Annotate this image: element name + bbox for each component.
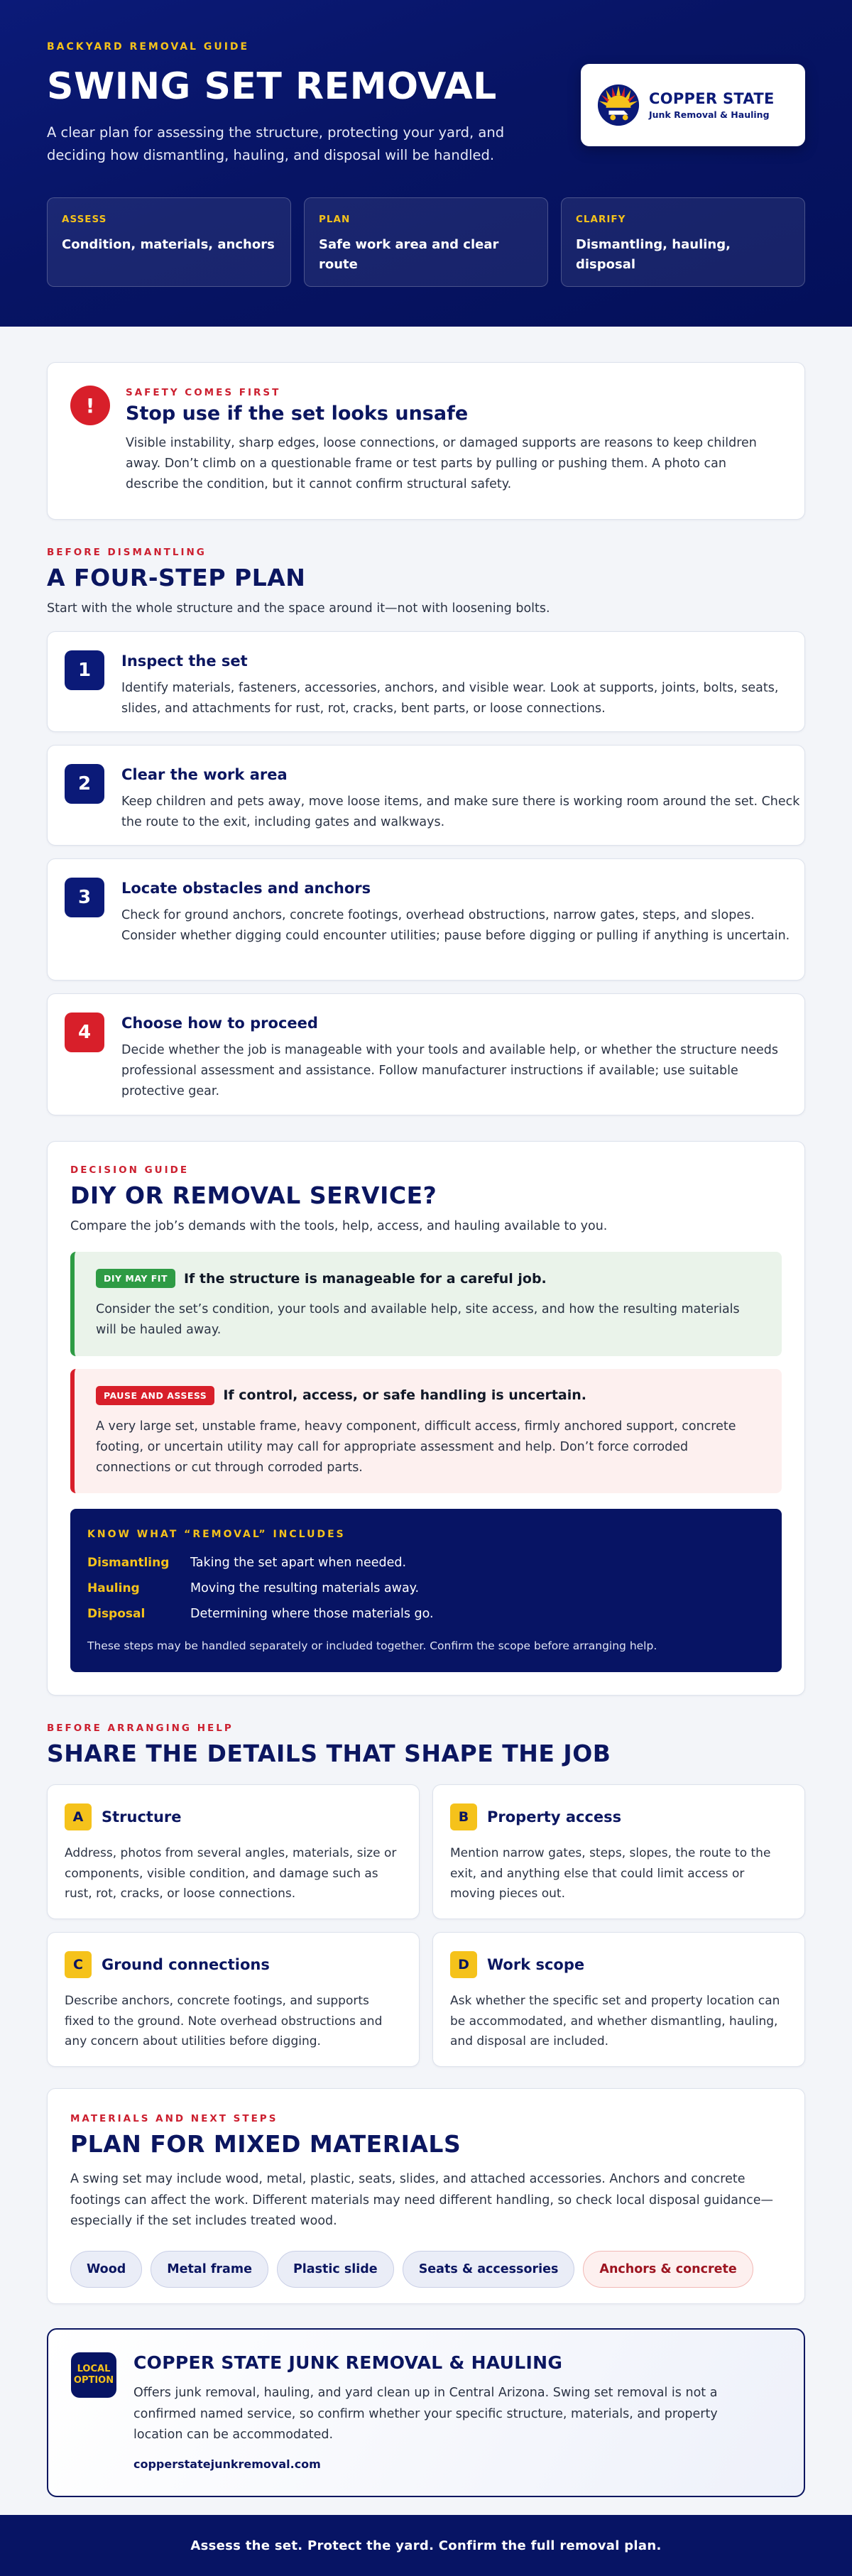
detail-body: Describe anchors, concrete footings, and supports fixed to the ground. Note overhead obstructions and any concern about utilities before digging. [65,1994,383,2049]
includes-definition: Moving the resulting materials away. [190,1581,420,1596]
materials-body: A swing set may include wood, metal, plastic, seats, slides, and attached accessories. Anchors and concrete footings can affect the work. Different materials may need different handling, so check local disposal guidance—especially if the set includes treated wood. [70,2172,774,2229]
detail-body: Ask whether the specific set and property location can be accommodated, and whether dismantling, hauling, and disposal are included. [450,1994,780,2049]
materials-title: PLAN FOR MIXED MATERIALS [70,2130,462,2159]
footer-banner [0,2515,852,2576]
material-chip-warning: Anchors & concrete [583,2251,753,2288]
local-badge-text: LOCAL OPTION [73,2364,114,2386]
step-number: 1 [65,650,104,690]
material-chip: Seats & accessories [403,2251,575,2288]
page-title: SWING SET REMOVAL [47,65,497,108]
includes-row [87,1556,765,1570]
plan-title: A FOUR-STEP PLAN [47,564,306,591]
includes-note: These steps may be handled separately or included together. Confirm the scope before arranging help. [87,1639,657,1653]
includes-definition: Taking the set apart when needed. [190,1556,407,1571]
step-number: 3 [65,878,104,917]
detail-letter: B [450,1803,477,1830]
diy-title: If the structure is manageable for a careful job. [183,1270,547,1287]
includes-eyebrow: KNOW WHAT “REMOVAL” INCLUDES [87,1529,346,1541]
pause-title: If control, access, or safe handling is uncertain. [223,1387,586,1404]
detail-letter: A [65,1803,92,1830]
safety-body: Visible instability, sharp edges, loose connections, or damaged supports are reasons to keep children away. Don’t climb on a questionable frame or test parts by pulling or pushing them. A photo can describe the condition, but it cannot confirm structural safety. [126,436,757,491]
includes-term: Dismantling [87,1556,170,1571]
local-option-badge [71,2352,116,2398]
hero-intro: A clear plan for assessing the structure, protecting your yard, and deciding how dismantling, hauling, and disposal will be handled. [47,124,505,163]
local-title: COPPER STATE JUNK REMOVAL & HAULING [133,2352,563,2374]
safety-kicker: SAFETY COMES FIRST [126,387,281,398]
pause-badge: PAUSE AND ASSESS [96,1386,214,1405]
detail-letter: C [65,1951,92,1978]
step-list [47,631,805,1115]
detail-header [65,1951,402,1978]
detail-card-ground [47,1932,420,2067]
hero-banner [0,0,852,327]
material-chip: Wood [70,2251,142,2288]
diy-badge: DIY MAY FIT [96,1269,175,1288]
tile-label: PLAN [319,214,351,225]
tile-clarify [561,197,805,287]
decision-guide [47,1141,805,1696]
detail-header [65,1803,402,1830]
details-section [0,1723,852,2067]
detail-card-access [432,1784,805,1919]
detail-body: Address, photos from several angles, materials, size or components, visible condition, and damage such as rust, rot, cracks, or loose connections. [65,1846,397,1901]
brand-card [581,64,805,146]
step-title: Choose how to proceed [121,1015,318,1032]
materials-kicker: MATERIALS AND NEXT STEPS [70,2113,278,2125]
detail-title: Work scope [487,1956,585,1974]
detail-title: Property access [487,1808,622,1826]
step-number: 2 [65,764,104,804]
detail-header [450,1803,787,1830]
footer-text: Assess the set. Protect the yard. Confirm the full removal plan. [190,2538,662,2553]
step-card [47,993,805,1115]
safety-content [126,386,779,519]
includes-row [87,1607,765,1621]
includes-definition: Determining where those materials go. [190,1607,434,1622]
detail-card-scope [432,1932,805,2067]
step-title: Locate obstacles and anchors [121,880,371,897]
local-option-card [47,2328,805,2497]
brand-tagline: Junk Removal & Hauling [649,109,770,120]
plan-section [0,547,852,1115]
step-body: Check for ground anchors, concrete footings, overhead obstructions, narrow gates, steps, and slopes. Consider whether digging could encounter utilities; pause before digging or pulling if anything is uncertain. [121,908,790,943]
tile-text: Safe work area and clear route [319,237,499,272]
includes-list [87,1556,765,1621]
detail-card-structure [47,1784,420,1919]
decision-kicker: DECISION GUIDE [70,1164,190,1176]
pause-option-header [96,1386,763,1405]
step-title: Inspect the set [121,653,248,670]
plan-kicker: BEFORE DISMANTLING [47,547,207,558]
material-chips [70,2251,782,2288]
step-title: Clear the work area [121,766,288,783]
diy-option-header [96,1269,763,1288]
step-content [121,764,803,845]
step-card [47,858,805,981]
details-grid [47,1784,805,2067]
hero-tiles [47,197,805,287]
detail-title: Structure [102,1808,182,1826]
plan-subtitle: Start with the whole structure and the space around it—not with loosening bolts. [47,601,550,616]
includes-term: Disposal [87,1607,146,1622]
step-content [121,878,803,980]
hero-eyebrow: BACKYARD REMOVAL GUIDE [47,41,250,53]
pause-body: A very large set, unstable frame, heavy component, difficult access, firmly anchored support, concrete footing, or uncertain utility may call for appropriate assessment and help. Don’t force corroded connections or cut through corroded parts. [96,1419,736,1475]
tile-text: Condition, materials, anchors [62,237,275,252]
detail-letter: D [450,1951,477,1978]
local-body: Offers junk removal, hauling, and yard clean up in Central Arizona. Swing set removal is not a confirmed named service, so confirm whether your specific structure, materials, and property location can be accommodated. [133,2386,718,2443]
decision-title: DIY OR REMOVAL SERVICE? [70,1181,437,1209]
sun-logo-icon [596,83,640,127]
brand-text [649,90,775,120]
includes-term: Hauling [87,1581,140,1596]
local-content [133,2352,758,2496]
tile-label: ASSESS [62,214,107,225]
details-kicker: BEFORE ARRANGING HELP [47,1723,234,1735]
tile-assess [47,197,291,287]
safety-title: Stop use if the set looks unsafe [126,403,469,425]
step-card [47,631,805,732]
diy-option [70,1252,782,1356]
details-title: SHARE THE DETAILS THAT SHAPE THE JOB [47,1740,611,1768]
step-content [121,1013,803,1115]
material-chip: Plastic slide [277,2251,394,2288]
detail-title: Ground connections [102,1956,270,1974]
materials-section [47,2088,805,2304]
removal-includes-panel [70,1509,782,1672]
step-number: 4 [65,1013,104,1052]
safety-callout [47,362,805,520]
alert-icon: ! [70,386,110,425]
website-link[interactable]: copperstatejunkremoval.com [133,2457,321,2471]
step-card [47,745,805,846]
detail-body: Mention narrow gates, steps, slopes, the route to the exit, and anything else that could limit access or moving pieces out. [450,1846,771,1901]
decision-subtitle: Compare the job’s demands with the tools, help, access, and hauling available to you. [70,1219,608,1233]
detail-header [450,1951,787,1978]
step-content [121,650,803,731]
step-body: Identify materials, fasteners, accessories, anchors, and visible wear. Look at supports, joints, bolts, seats, slides, and attachments for rust, rot, cracks, bent parts, or loose connections. [121,681,779,716]
tile-text: Dismantling, hauling, disposal [576,237,731,272]
material-chip: Metal frame [151,2251,268,2288]
includes-row [87,1581,765,1595]
diy-body: Consider the set’s condition, your tools and available help, site access, and how the resulting materials will be hauled away. [96,1302,740,1337]
tile-label: CLARIFY [576,214,626,225]
brand-name: COPPER STATE [649,90,775,107]
step-body: Decide whether the job is manageable with your tools and available help, or whether the structure needs professional assessment and assistance. Follow manufacturer instructions if available; use suitable protective gear. [121,1043,778,1098]
pause-option [70,1369,782,1494]
tile-plan [304,197,548,287]
step-body: Keep children and pets away, move loose items, and make sure there is working room around the set. Check the route to the exit, including gates and walkways. [121,795,800,829]
